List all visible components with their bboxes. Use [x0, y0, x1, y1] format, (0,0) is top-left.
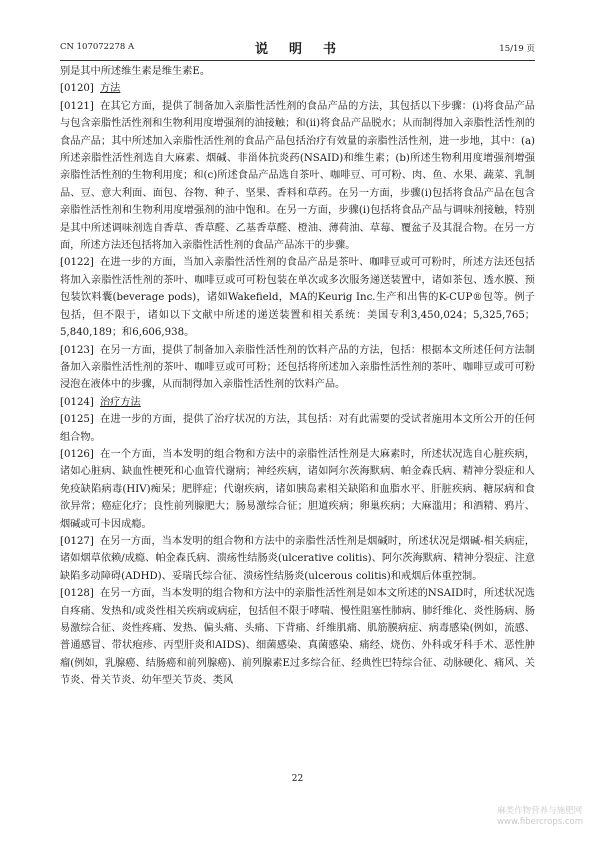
- heading-text: 治疗方法: [100, 396, 141, 408]
- paragraph-number: [0124]: [60, 396, 94, 408]
- paragraph-text: 在另一方面，当本发明的组合物和方法中的亲脂性活性剂是烟碱时，所述状况是烟碱-相关病症，诸如烟草依赖/成瘾、帕金森氏病、溃疡性结肠炎(ulcerative colitis)、阿尔茨海默病、精神分裂症、注意缺陷多动障碍(ADHD)、妥瑞氏综合征、溃疡性结肠炎(ulcerous colitis)和戒烟后体重控制。: [60, 535, 535, 582]
- paragraph: [60, 533, 535, 585]
- document-body: [60, 63, 535, 690]
- paragraph-number: [0121]: [60, 100, 94, 112]
- paragraph: [60, 254, 535, 341]
- paragraph-text: 在另一方面，当本发明的组合物和方法中的亲脂性活性剂是如本文所述的NSAID时，所述状况选自疼痛、发热和/或炎性相关疾病或病症，包括但不限于哮喘、慢性阻塞性肺病、肺纤维化、炎性肠病、肠易激综合征、炎性疼痛、发热、偏头痛、头痛、下背痛、纤维肌痛、肌筋膜病症、病毒感染(例如，流感、普通感冒、带状疱疹、丙型肝炎和AIDS)、细菌感染、真菌感染、痛经、烧伤、外科或牙科手术、恶性肿瘤(例如，乳腺癌、结肠癌和前列腺癌)、前列腺素E过多综合征、经典性巴特综合征、动脉硬化、痛风、关节炎、骨关节炎、幼年型关节炎、类风: [60, 588, 535, 687]
- page-number: 22: [291, 774, 304, 784]
- page-header: [60, 38, 535, 58]
- paragraph-text: 在进一步的方面，提供了治疗状况的方法，其包括：对有此需要的受试者施用本文所公开的任何组合物。: [60, 414, 535, 443]
- heading-text: 方法: [100, 83, 121, 95]
- paragraph-text: 在另一方面，提供了制备加入亲脂性活性剂的饮料产品的方法，包括：根据本文所述任何方法制备加入亲脂性活性剂的茶叶、咖啡豆或可可粉；还包括将所述加入亲脂性活性剂的茶叶、咖啡豆或可可粉浸泡在液体中的步骤，从而制得加入亲脂性活性剂的饮料产品。: [60, 344, 535, 391]
- paragraph-number: [0125]: [60, 414, 94, 426]
- section-heading: [60, 394, 535, 411]
- publication-number: CN 107072278 A: [60, 42, 135, 52]
- document-title: 说 明 书: [254, 42, 340, 57]
- paragraph: [60, 98, 535, 255]
- section-heading: [60, 80, 535, 97]
- page-indicator: 15/19 页: [499, 44, 535, 54]
- watermark: [497, 806, 583, 828]
- paragraph: [60, 585, 535, 689]
- paragraph-number: [0120]: [60, 83, 94, 95]
- watermark-line-2: www.fibercrops.com: [497, 817, 583, 827]
- paragraph-number: [0123]: [60, 344, 94, 356]
- paragraph: [60, 63, 535, 80]
- paragraph-text: 别是其中所述维生素是维生素E。: [60, 66, 211, 77]
- paragraph: [60, 342, 535, 394]
- paragraph: [60, 446, 535, 533]
- watermark-line-1: 麻类作物营养与施肥网: [497, 806, 583, 816]
- paragraph-number: [0126]: [60, 448, 94, 460]
- paragraph-text: 在一个方面，当本发明的组合物和方法中的亲脂性活性剂是大麻素时，所述状况选自心脏疾病，诸如心脏病、缺血性梗死和心血管代谢病；神经疾病，诸如阿尔茨海默病、帕金森氏病、精神分裂症和人免疫缺陷病毒(HIV)痴呆；肥胖症；代谢疾病，诸如胰岛素相关缺陷和血脂水平、肝脏疾病、糖尿病和食欲异常；癌症化疗；良性前列腺肥大；肠易激综合征；胆道疾病；卵巢疾病；大麻滥用；和酒精、鸦片、烟碱或可卡因成瘾。: [60, 448, 535, 530]
- paragraph-number: [0127]: [60, 535, 94, 547]
- header-rule: [60, 60, 535, 61]
- paragraph-number: [0122]: [60, 257, 94, 269]
- paragraph-text: 在其它方面，提供了制备加入亲脂性活性剂的食品产品的方法，其包括以下步骤：(i)将食品产品与包含亲脂性活性剂和生物利用度增强剂的油接触；和(ii)将食品产品脱水；从而制得加入亲脂性活性剂的食品产品；其中所述加入亲脂性活性剂的食品产品包括治疗有效量的亲脂性活性剂，进一步地，其中：(a)所述亲脂性活性剂选自大麻素、烟碱、非甾体抗炎药(NSAID)和维生素；(b)所述生物利用度增强剂增强亲脂性活性剂的生物利用度；和(c)所述食品产品选自茶叶、咖啡豆、可可粉、肉、鱼、水果、蔬菜、乳制品、豆、意大利面、面包、谷物、种子、坚果、香料和草药。在另一方面，步骤(i)包括将食品产品在包含亲脂性活性剂和生物利用度增强剂的油中饱和。在另一方面，步骤(i)包括将食品产品与调味剂接触，特别是其中所述调味剂选自香草、香草醛、乙基香草醛、橙油、薄荷油、草莓、覆盆子及其混合物。在另一方面，所述方法还包括将加入亲脂性活性剂的食品产品冻干的步骤。: [60, 100, 535, 252]
- paragraph: [60, 411, 535, 446]
- paragraph-number: [0128]: [60, 588, 94, 600]
- paragraph-text: 在进一步的方面，当加入亲脂性活性剂的食品产品是茶叶、咖啡豆或可可粉时，所述方法还包括将加入亲脂性活性剂的茶叶、咖啡豆或可可粉包装在单次或多次服务递送装置中，诸如茶包、透水膜、预包装饮料囊(beverage pods)，诸如Wakefield，MA的Keurig Inc.生产和出售的K-CUP®包等。例子包括，但不限于，诸如以下文献中所述的递送装置和相关系统：美国专利3,450,024；5,325,765；5,840,189；和6,606,938。: [60, 257, 535, 339]
